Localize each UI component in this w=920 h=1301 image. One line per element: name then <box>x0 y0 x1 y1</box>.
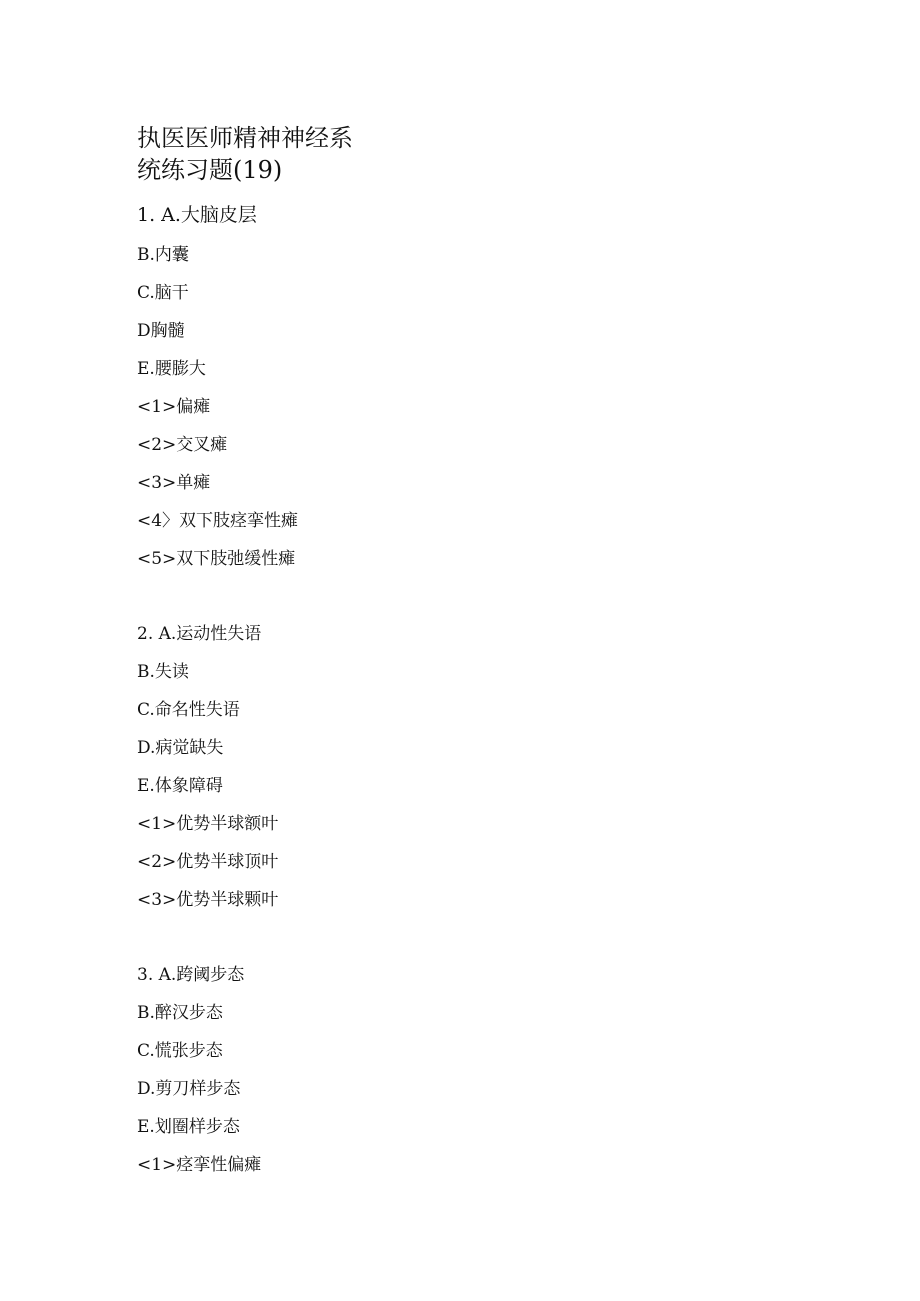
question-3-option-c: C.慌张步态 <box>137 1041 223 1061</box>
document-title <box>137 122 387 186</box>
question-2-option-b: B.失读 <box>137 662 189 682</box>
question-1-option-e: E.腰膨大 <box>137 359 206 379</box>
title-line-2: 统练习题(19) <box>137 156 283 184</box>
question-3-option-d: D.剪刀样步态 <box>137 1079 241 1099</box>
question-1-option-c: C.脑干 <box>137 283 189 303</box>
question-2-line: 2. A.运动性失语 <box>137 624 262 644</box>
question-1-item-4: <4〉双下肢痉挛性瘫 <box>137 511 299 531</box>
question-2-item-1: <1>优势半球额叶 <box>137 814 279 834</box>
question-1-item-1: <1>偏瘫 <box>137 397 211 417</box>
question-2-option-d: D.病觉缺失 <box>137 738 224 758</box>
question-1-item-2: <2>交叉瘫 <box>137 435 228 455</box>
question-1-option-d: D胸髓 <box>137 321 185 341</box>
question-2-item-2: <2>优势半球顶叶 <box>137 852 279 872</box>
question-2-option-e: E.体象障碍 <box>137 776 223 796</box>
question-2-option-c: C.命名性失语 <box>137 700 240 720</box>
question-3-item-1: <1>痉挛性偏瘫 <box>137 1155 262 1175</box>
question-3-option-e: E.划圈样步态 <box>137 1117 240 1137</box>
question-1-item-3: <3>单瘫 <box>137 473 211 493</box>
question-2-item-3: <3>优势半球颗叶 <box>137 890 279 910</box>
question-3-line: 3. A.跨阈步态 <box>137 965 245 985</box>
question-1-line: 1. A.大脑皮层 <box>137 204 257 226</box>
question-3-option-b: B.醉汉步态 <box>137 1003 223 1023</box>
question-1-item-5: <5>双下肢弛缓性瘫 <box>137 549 296 569</box>
question-1-option-b: B.内囊 <box>137 245 189 265</box>
title-line-1: 执医医师精神神经系 <box>137 124 353 152</box>
